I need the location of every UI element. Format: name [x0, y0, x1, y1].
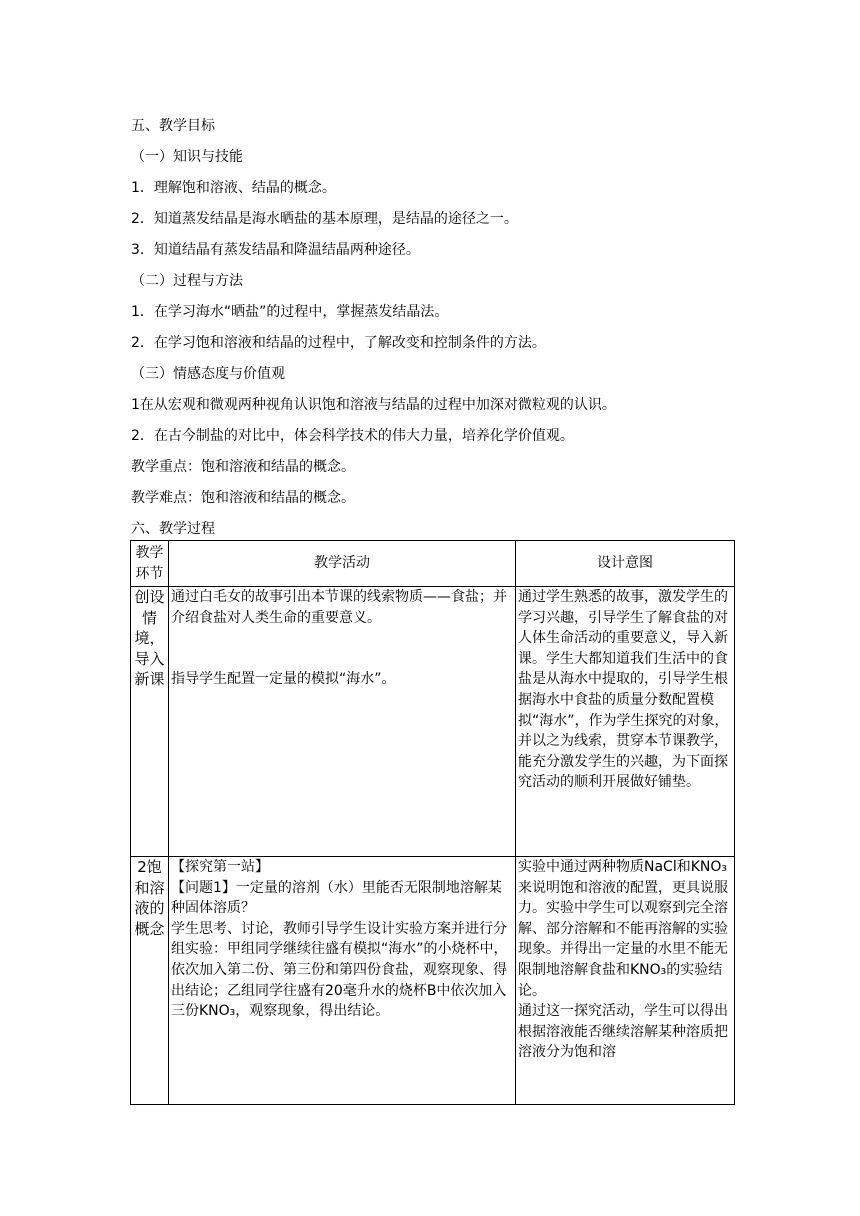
table-row [131, 587, 735, 857]
activity-text: 指导学生配置一定量的模拟“海水”。 [171, 671, 396, 688]
intent-text: 通过这一探究活动，学生可以得出根据溶液能否继续溶解某种溶质把溶液分为饱和溶 [518, 1003, 728, 1061]
intent-cell [516, 587, 735, 857]
process-item-2: 2．在学习饱和溶液和结晶的过程中，了解改变和控制条件的方法。 [131, 335, 546, 351]
objectives-heading: 五、教学目标 [131, 118, 215, 134]
intent-text: 实验中通过两种物质NaCl和KNO₃来说明饱和溶液的配置，更具说服力。实验中学生可以观察到完全溶解、部分溶解和不能再溶解的实验现象。并得出一定量的水里不能无限制地溶解食盐和KNO₃的实验结论。 [518, 859, 728, 999]
activity-text: 学生思考、讨论，教师引导学生设计实验方案并进行分组实验：甲组同学继续往盛有模拟“海水”的小烧杯中，依次加入第二份、第三份和第四份食盐，观察现象、得出结论；乙组同学往盛有20毫升水的烧杯B中依次加入三份KNO₃，观察现象，得出结论。 [171, 920, 508, 1020]
knowledge-item-3: 3．知道结晶有蒸发结晶和降温结晶两种途径。 [131, 242, 420, 258]
difficult-point: 教学难点：饱和溶液和结晶的概念。 [131, 490, 355, 506]
intent-text: 通过学生熟悉的故事，激发学生的学习兴趣，引导学生了解食盐的对人体生命活动的重要意义，导入新课。学生大都知道我们生活中的食盐是从海水中提取的，引导学生根据海水中食盐的质量分数配置模拟“海水”，作为学生探究的对象，并以之为线索，贯穿本节课教学，能充分激发学生的兴趣，为下面探究活动的顺利开展做好铺垫。 [518, 589, 729, 791]
activity-text: 通过白毛女的故事引出本节课的线索物质——食盐；并介绍食盐对人类生命的重要意义。 [171, 589, 507, 626]
section-knowledge-title: （一）知识与技能 [131, 149, 243, 165]
table-row [131, 857, 735, 1105]
activity-spacer [171, 628, 513, 669]
table-header-row [131, 541, 735, 587]
teaching-process-table [130, 540, 735, 1105]
intent-cell [516, 857, 735, 1105]
key-point: 教学重点：饱和溶液和结晶的概念。 [131, 459, 355, 475]
knowledge-item-2: 2．知道蒸发结晶是海水晒盐的基本原理，是结晶的途径之一。 [131, 211, 518, 227]
stage-cell: 创设情境，导入新课 [131, 587, 169, 857]
attitude-item-1: 1在从宏观和微观两种视角认识饱和溶液与结晶的过程中加深对微粒观的认识。 [131, 397, 616, 413]
header-activity: 教学活动 [169, 541, 516, 587]
activity-text: 【探究第一站】 [171, 859, 269, 875]
header-intent: 设计意图 [516, 541, 735, 587]
activity-text: 【问题1】一定量的溶剂（水）里能否无限制地溶解某种固体溶质？ [171, 879, 502, 917]
activity-cell [169, 587, 516, 857]
process-heading: 六、教学过程 [131, 521, 215, 537]
process-item-1: 1．在学习海水“晒盐”的过程中，掌握蒸发结晶法。 [131, 304, 449, 320]
knowledge-item-1: 1．理解饱和溶液、结晶的概念。 [131, 180, 336, 196]
attitude-item-2: 2．在古今制盐的对比中，体会科学技术的伟大力量，培养化学价值观。 [131, 428, 574, 444]
stage-cell: 2饱和溶液的概念 [131, 857, 169, 1105]
section-attitude-title: （三）情感态度与价值观 [131, 366, 285, 382]
header-stage: 教学环节 [131, 541, 169, 587]
section-process-title: （二）过程与方法 [131, 273, 243, 289]
activity-cell [169, 857, 516, 1105]
